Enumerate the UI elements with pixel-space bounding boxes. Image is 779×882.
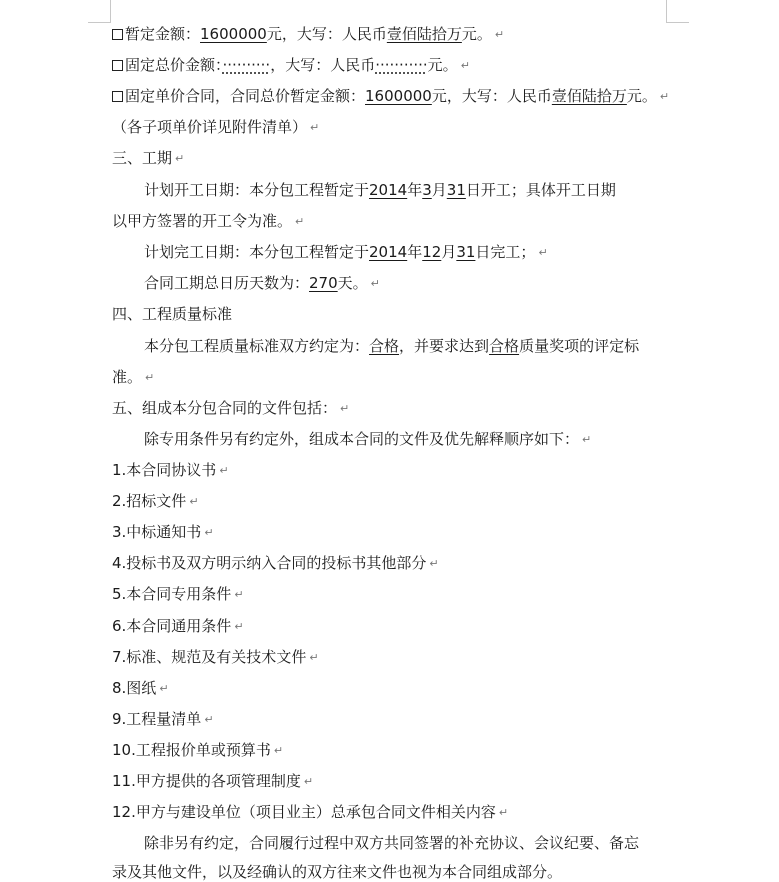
crop-mark-left bbox=[88, 0, 111, 23]
option-provisional-sum: 暂定金额：1600000元，大写：人民币壹佰陆拾万元。 ↵ bbox=[112, 24, 504, 45]
section-heading: 四、工程质量标准 bbox=[112, 305, 233, 323]
paragraph-mark-icon: ↵ bbox=[310, 120, 320, 134]
paragraph-mark-icon: ↵ bbox=[234, 619, 244, 633]
list-item: 1.本合同协议书 ↵ bbox=[112, 461, 229, 479]
paragraph: 除非另有约定，合同履行过程中双方共同签署的补充协议、会议纪要、备忘 bbox=[144, 834, 640, 852]
paragraph-mark-icon: ↵ bbox=[175, 151, 185, 165]
paragraph: 除专用条件另有约定外，组成本合同的文件及优先解释顺序如下： ↵ bbox=[144, 430, 592, 448]
crop-mark-right bbox=[666, 0, 689, 23]
list-item: 7.标准、规范及有关技术文件 ↵ bbox=[112, 648, 319, 666]
start-date-line: 计划开工日期：本分包工程暂定于2014年3月31日开工；具体开工日期 bbox=[144, 181, 616, 199]
paragraph-mark-icon: ↵ bbox=[295, 214, 305, 228]
quality-standard-line: 本分包工程质量标准双方约定为：合格，并要求达到合格质量奖项的评定标 bbox=[144, 337, 640, 355]
paragraph: 准。 ↵ bbox=[112, 368, 155, 386]
section-heading: 三、工期 ↵ bbox=[112, 149, 185, 167]
list-item: 2.招标文件 ↵ bbox=[112, 492, 199, 510]
paragraph-mark-icon: ↵ bbox=[429, 556, 439, 570]
duration-line: 合同工期总日历天数为：270天。 ↵ bbox=[144, 274, 380, 292]
list-item: 3.中标通知书 ↵ bbox=[112, 523, 214, 541]
paragraph-mark-icon: ↵ bbox=[370, 276, 380, 290]
paragraph: 录及其他文件，以及经确认的双方往来文件也视为本合同组成部分。 bbox=[112, 863, 563, 881]
option-fixed-unit-price: 固定单价合同，合同总价暂定金额：1600000元，大写：人民币壹佰陆拾万元。 ↵ bbox=[112, 86, 669, 107]
paragraph-mark-icon: ↵ bbox=[659, 89, 670, 103]
paragraph: （各子项单价详见附件清单） ↵ bbox=[112, 118, 320, 136]
paragraph-mark-icon: ↵ bbox=[538, 245, 548, 259]
list-item: 4.投标书及双方明示纳入合同的投标书其他部分 ↵ bbox=[112, 554, 439, 572]
paragraph-mark-icon: ↵ bbox=[498, 805, 509, 819]
option-fixed-total: 固定总价金额：··········，大写：人民币···········元。 ↵ bbox=[112, 55, 470, 76]
checkbox[interactable] bbox=[112, 29, 123, 40]
checkbox[interactable] bbox=[112, 60, 123, 71]
paragraph: 以甲方签署的开工令为准。 ↵ bbox=[112, 212, 305, 230]
list-item: 12.甲方与建设单位（项目业主）总承包合同文件相关内容 ↵ bbox=[112, 803, 509, 821]
paragraph-mark-icon: ↵ bbox=[273, 743, 284, 757]
list-item: 8.图纸 ↵ bbox=[112, 679, 169, 697]
list-item: 10.工程报价单或预算书 ↵ bbox=[112, 741, 284, 759]
paragraph-mark-icon: ↵ bbox=[340, 401, 350, 415]
paragraph-mark-icon: ↵ bbox=[309, 650, 319, 664]
paragraph-mark-icon: ↵ bbox=[204, 525, 214, 539]
list-item: 6.本合同通用条件 ↵ bbox=[112, 617, 244, 635]
paragraph-mark-icon: ↵ bbox=[460, 58, 470, 72]
list-item: 11.甲方提供的各项管理制度 ↵ bbox=[112, 772, 314, 790]
list-item: 9.工程量清单 ↵ bbox=[112, 710, 214, 728]
paragraph-mark-icon: ↵ bbox=[582, 432, 592, 446]
end-date-line: 计划完工日期：本分包工程暂定于2014年12月31日完工； ↵ bbox=[144, 243, 548, 261]
paragraph-mark-icon: ↵ bbox=[219, 463, 229, 477]
paragraph-mark-icon: ↵ bbox=[234, 587, 244, 601]
paragraph-mark-icon: ↵ bbox=[494, 27, 505, 41]
paragraph-mark-icon: ↵ bbox=[204, 712, 214, 726]
paragraph-mark-icon: ↵ bbox=[145, 370, 155, 384]
list-item: 5.本合同专用条件 ↵ bbox=[112, 585, 244, 603]
checkbox[interactable] bbox=[112, 91, 123, 102]
paragraph-mark-icon: ↵ bbox=[159, 681, 169, 695]
section-heading: 五、组成本分包合同的文件包括： ↵ bbox=[112, 399, 350, 417]
paragraph-mark-icon: ↵ bbox=[189, 494, 199, 508]
paragraph-mark-icon: ↵ bbox=[303, 774, 314, 788]
